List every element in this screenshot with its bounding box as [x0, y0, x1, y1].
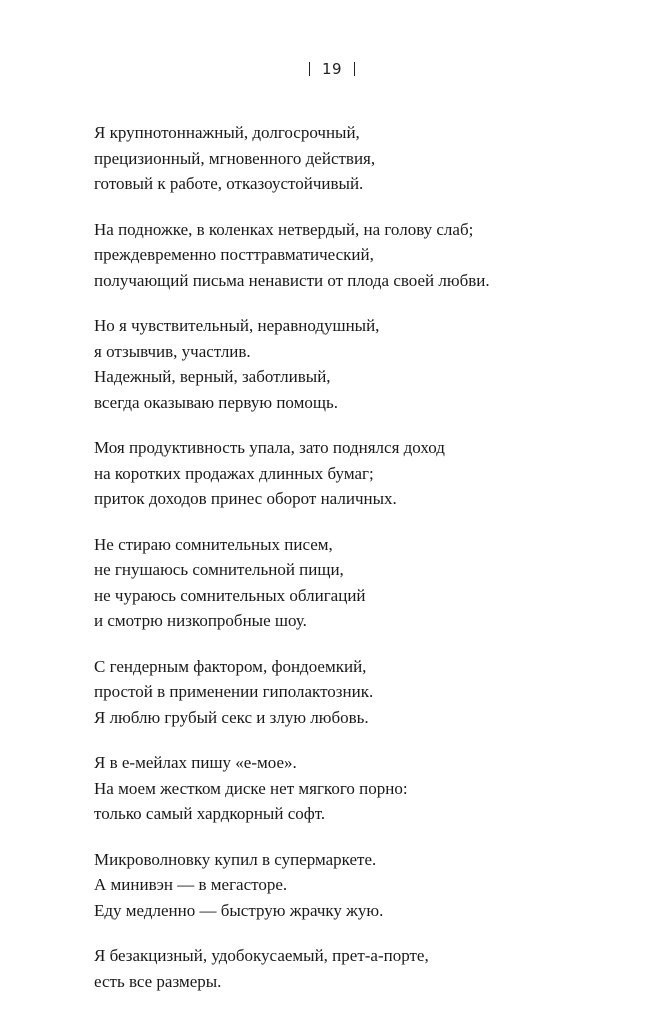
- poem-line: всегда оказываю первую помощь.: [94, 392, 338, 412]
- poem-line: готовый к работе, отказоустойчивый.: [94, 174, 364, 193]
- poem-line: преждевременно посттравматический,: [94, 245, 374, 264]
- stanza: [94, 435, 614, 512]
- page-number-header: [0, 60, 664, 78]
- poem-line: на коротких продажах длинных бумаг;: [94, 463, 374, 483]
- poem-body: [94, 120, 614, 1014]
- poem-line: Не стираю сомнительных писем,: [94, 534, 333, 554]
- poem-line: Микроволновку купил в супермаркете.: [94, 849, 377, 869]
- poem-line: На подножке, в коленках нетвердый, на голову слаб;: [94, 219, 474, 239]
- poem-line: прецизионный, мгновенного действия,: [94, 148, 376, 168]
- stanza: [94, 217, 614, 294]
- stanza: [94, 532, 614, 634]
- poem-line: Я люблю грубый секс и злую любовь.: [94, 707, 369, 727]
- poem-line: С гендерным фактором, фондоемкий,: [94, 656, 367, 676]
- page-number: 19: [321, 60, 343, 78]
- poem-line: Я в е-мейлах пишу «е-мое».: [94, 753, 297, 772]
- poem-line: Но я чувствительный, неравнодушный,: [94, 316, 380, 335]
- stanza: [94, 654, 614, 731]
- right-divider-bar: [354, 62, 355, 76]
- stanza: [94, 313, 614, 415]
- poem-line: Еду медленно — быструю жрачку жую.: [94, 900, 384, 920]
- stanza: [94, 847, 614, 924]
- poem-line: и смотрю низкопробные шоу.: [94, 611, 307, 630]
- poem-line: не гнушаюсь сомнительной пищи,: [94, 560, 344, 579]
- poem-line: На моем жестком диске нет мягкого порно:: [94, 778, 408, 798]
- poem-line: Я безакцизный, удобокусаемый, прет-а-порте,: [94, 946, 429, 965]
- poem-line: я отзывчив, участлив.: [94, 341, 251, 361]
- poem-line: Я крупнотоннажный, долгосрочный,: [94, 123, 360, 142]
- poem-line: есть все размеры.: [94, 971, 222, 991]
- poem-line: приток доходов принес оборот наличных.: [94, 489, 397, 508]
- stanza: [94, 750, 614, 827]
- stanza: [94, 120, 614, 197]
- left-divider-bar: [309, 62, 310, 76]
- poem-line: не чураюсь сомнительных облигаций: [94, 585, 366, 605]
- poem-line: А минивэн — в мегасторе.: [94, 875, 288, 894]
- poem-line: простой в применении гиполактозник.: [94, 682, 374, 701]
- stanza: [94, 943, 614, 994]
- poem-line: Надежный, верный, заботливый,: [94, 367, 331, 386]
- poem-line: Моя продуктивность упала, зато поднялся доход: [94, 438, 445, 457]
- poem-line: получающий письма ненависти от плода своей любви.: [94, 270, 490, 290]
- poem-line: только самый хардкорный софт.: [94, 804, 326, 823]
